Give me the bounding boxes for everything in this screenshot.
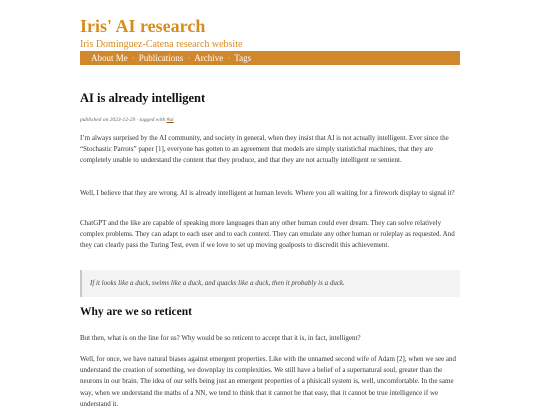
nav-separator: · [227,53,231,63]
nav-archive[interactable]: Archive [194,53,224,63]
paragraph: Well, I believe that they are wrong. AI is already intelligent at human levels. Where you all waiting for a firework display to signal it? [80,189,455,197]
post-title: AI is already intelligent [80,91,206,105]
blockquote [80,270,460,297]
post-meta-text: published on 2023-12-29 · tagged with [80,117,166,123]
nav-separator: · [187,53,191,63]
section-heading: Why are we so reticent [80,306,192,318]
nav-tags[interactable]: Tags [234,53,252,63]
paragraph: ChatGPT and the like are capable of speaking more languages than any other human could ever dream. They can solve relatively complex problems. They can adapt to each user and to each context. They can emulate any other human or roleplay as requested. And they can clearly pass the Turing Test, even if we love to set up moving goalposts to discredit this achievement. [80,219,455,250]
paragraph: Well, for once, we have natural biases against emergent properties. Like with the unnamed second wife of Adam [2], when we see and understand the creation of something, we downplay its complexities. We still have a belief of a supernatural soul, greater than the neurons in our brain. The idea of our selfs being just an emergent properties of a phisicall system is, well, uncomfortable. In the same way, when we understand the maths of a NN, we tend to think that it cannot be that easy, that it cannot be true intelligence if we understand it. [80,355,457,408]
paragraph: But then, what is on the line for us? Why would be so reticent to accept that it is, in fact, intelligent? [80,334,361,342]
post-meta [80,117,174,123]
site-subtitle: Iris Dominguez-Catena research website [80,39,243,50]
paragraph: I’m always surprised by the AI community, and society in general, when they insist that AI is not actually intelligent. Ever since the “Stochastic Parrots” paper [1], everyone has gotten to an agreement that models are simply statistichal machines, that they are completely unable to understand the content that they produce, and that they are not actually intelligent or sentient. [80,134,449,165]
nav-publications[interactable]: Publications [138,53,184,63]
blockquote-text: If it looks like a duck, swims like a duck, and quacks like a duck, then it probably is a duck. [90,279,345,287]
tag-link-ai[interactable]: #ai [166,117,174,123]
nav-separator: · [131,53,135,63]
nav-bar [80,51,460,65]
nav-about-me[interactable]: About Me [91,53,128,63]
site-title[interactable]: Iris' AI research [80,16,206,36]
